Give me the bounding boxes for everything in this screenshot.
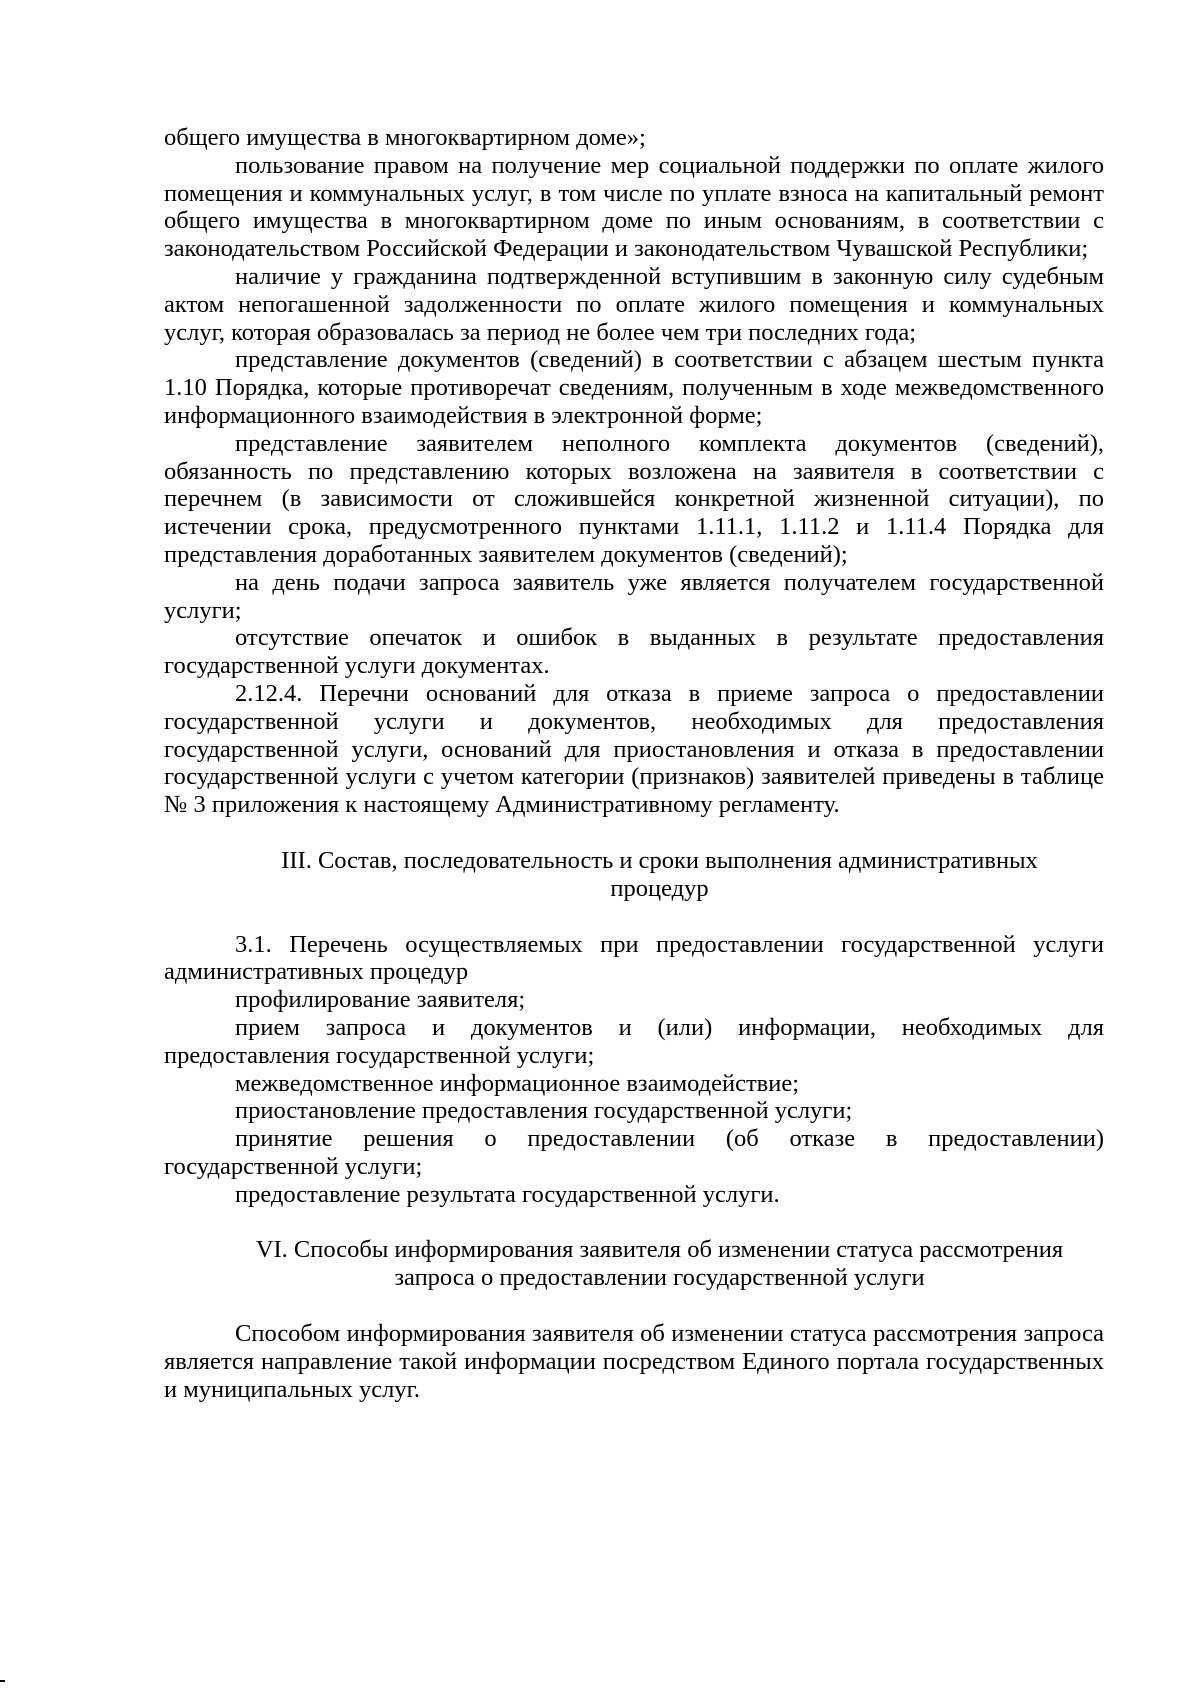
list-item-decision: принятие решения о предоставлении (об отказе в предоставлении) государственной услуги; <box>164 1125 1104 1180</box>
paragraph-already-recipient: на день подачи запроса заявитель уже является получателем государственной услуги; <box>164 568 1104 624</box>
paragraph-informing-method: Способом информирования заявителя об изменении статуса рассмотрения запроса является направление такой информации посредством Единого портала государственных и муниципальных услуг. <box>164 1320 1104 1403</box>
document-body <box>164 124 1104 1403</box>
list-item-interagency: межведомственное информационное взаимодействие; <box>235 1069 800 1097</box>
paragraph-continuation: общего имущества в многоквартирном доме»; <box>164 124 646 151</box>
section-heading-3: III. Состав, последовательность и сроки выполнения административных процедур <box>281 846 1038 902</box>
paragraph-contradicting-documents: представление документов (сведений) в соответствии с абзацем шестым пункта 1.10 Порядка, которые противоречат сведениям, полученным в ходе межведомственного информационного взаимодействия в электронной форме; <box>164 346 1104 429</box>
list-item-suspension: приостановление предоставления государственной услуги; <box>235 1097 853 1125</box>
paragraph-debt: наличие у гражданина подтвержденной вступившим в законную силу судебным актом непогашенной задолженности по оплате жилого помещения и коммунальных услуг, которая образовалась за период не более чем три последних года; <box>164 262 1104 346</box>
paragraph-3-1: 3.1. Перечень осуществляемых при предоставлении государственной услуги административных процедур <box>164 930 1104 986</box>
list-item-profiling: профилирование заявителя; <box>235 986 526 1014</box>
paragraph-incomplete-documents: представление заявителем неполного комплекта документов (сведений), обязанность по представлению которых возложена на заявителя в соответствии с перечнем (в зависимости от сложившейся конкретной жизненной ситуации), по истечении срока, предусмотренного пунктами 1.11.1, 1.11.2 и 1.11.4 Порядка для представления доработанных заявителем документов (сведений); <box>164 429 1104 568</box>
list-item-reception: прием запроса и документов и (или) информации, необходимых для предоставления государственной услуги; <box>164 1013 1104 1069</box>
list-item-result: предоставление результата государственной услуги. <box>235 1180 780 1208</box>
paragraph-social-support: пользование правом на получение мер социальной поддержки по оплате жилого помещения и коммунальных услуг, в том числе по уплате взноса на капитальный ремонт общего имущества в многоквартирном доме по иным основаниям, в соответствии с законодательством Российской Федерации и законодательством Чувашской Республики; <box>164 151 1104 263</box>
paragraph-no-errors: отсутствие опечаток и ошибок в выданных в результате предоставления государственной услуги документах. <box>164 624 1104 680</box>
paragraph-2-12-4: 2.12.4. Перечни оснований для отказа в приеме запроса о предоставлении государственной услуги и документов, необходимых для предоставления государственной услуги, оснований для приостановления и отказа в предоставлении государственной услуги с учетом категории (признаков) заявителей приведены в таблице № 3 приложения к настоящему Административному регламенту. <box>164 679 1104 819</box>
scan-edge-mark <box>0 1680 5 1682</box>
section-heading-6: VI. Способы информирования заявителя об изменении статуса рассмотрения запроса о предоставлении государственной услуги <box>255 1236 1064 1292</box>
